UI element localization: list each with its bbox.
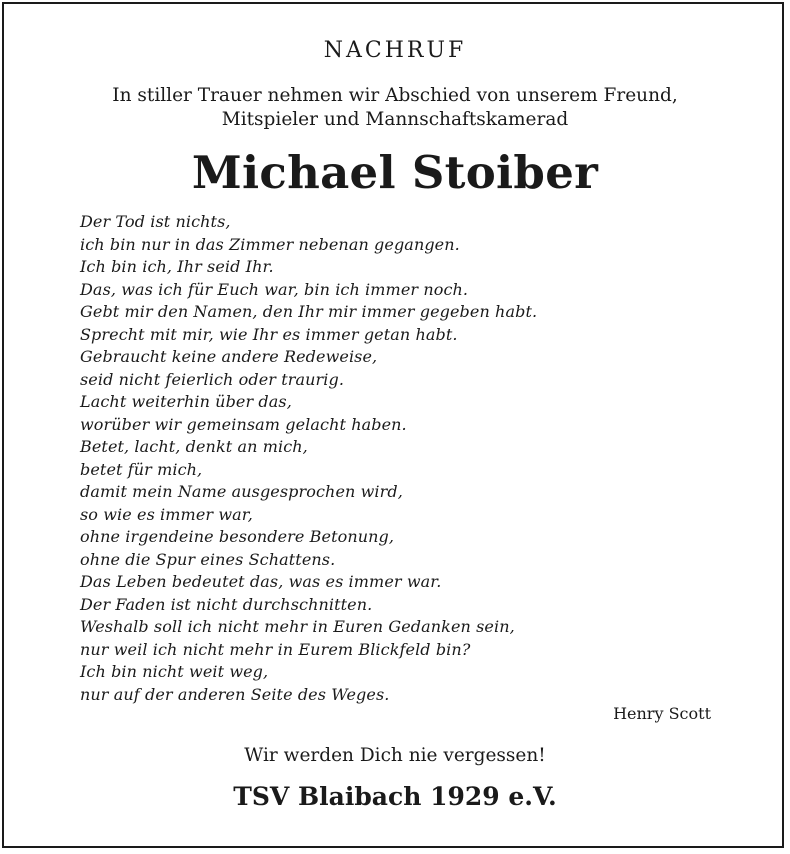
intro-line-1: In stiller Trauer nehmen wir Abschied von unserem Freund, bbox=[112, 85, 678, 106]
intro-line-2: Mitspieler und Mannschaftskamerad bbox=[221, 109, 569, 130]
poem bbox=[80, 211, 640, 706]
poem-line: nur weil ich nicht mehr in Eurem Blickfeld bin? bbox=[80, 639, 471, 659]
poem-line: Gebt mir den Namen, den Ihr mir immer gegeben habt. bbox=[80, 302, 538, 321]
poem-line: Der Tod ist nichts, bbox=[80, 212, 231, 231]
poem-line: Ich bin nicht weit weg, bbox=[80, 662, 269, 681]
deceased-name: Michael Stoiber bbox=[191, 146, 599, 199]
poem-line: Sprecht mit mir, wie Ihr es immer getan habt. bbox=[80, 324, 458, 344]
poem-line: Gebraucht keine andere Redeweise, bbox=[80, 347, 378, 366]
club-name: TSV Blaibach 1929 e.V. bbox=[233, 782, 557, 811]
poem-line: Der Faden ist nicht durchschnitten. bbox=[80, 594, 373, 614]
farewell-line: Wir werden Dich nie vergessen! bbox=[244, 745, 546, 766]
poem-line: Weshalb soll ich nicht mehr in Euren Gedanken sein, bbox=[80, 617, 515, 636]
poem-line: damit mein Name ausgesprochen wird, bbox=[80, 482, 403, 501]
poem-line: ohne die Spur eines Schattens. bbox=[80, 549, 336, 569]
poem-line: Lacht weiterhin über das, bbox=[80, 392, 292, 411]
poem-line: Ich bin ich, Ihr seid Ihr. bbox=[80, 257, 274, 276]
poem-line: ohne irgendeine besondere Betonung, bbox=[80, 527, 395, 546]
poem-line: Das Leben bedeutet das, was es immer war. bbox=[80, 572, 442, 591]
poem-line: Das, was ich für Euch war, bin ich immer noch. bbox=[80, 279, 469, 299]
poem-line: worüber wir gemeinsam gelacht haben. bbox=[80, 414, 407, 434]
poem-line: so wie es immer war, bbox=[80, 504, 253, 524]
intro-text bbox=[0, 84, 790, 132]
poem-line: betet für mich, bbox=[80, 459, 203, 479]
poem-author: Henry Scott bbox=[613, 704, 711, 723]
poem-line: ich bin nur in das Zimmer nebenan gegangen. bbox=[80, 234, 460, 254]
poem-line: nur auf der anderen Seite des Weges. bbox=[80, 684, 390, 704]
poem-line: Betet, lacht, denkt an mich, bbox=[80, 437, 308, 456]
poem-line: seid nicht feierlich oder traurig. bbox=[80, 369, 345, 389]
notice-heading: NACHRUF bbox=[323, 38, 467, 63]
